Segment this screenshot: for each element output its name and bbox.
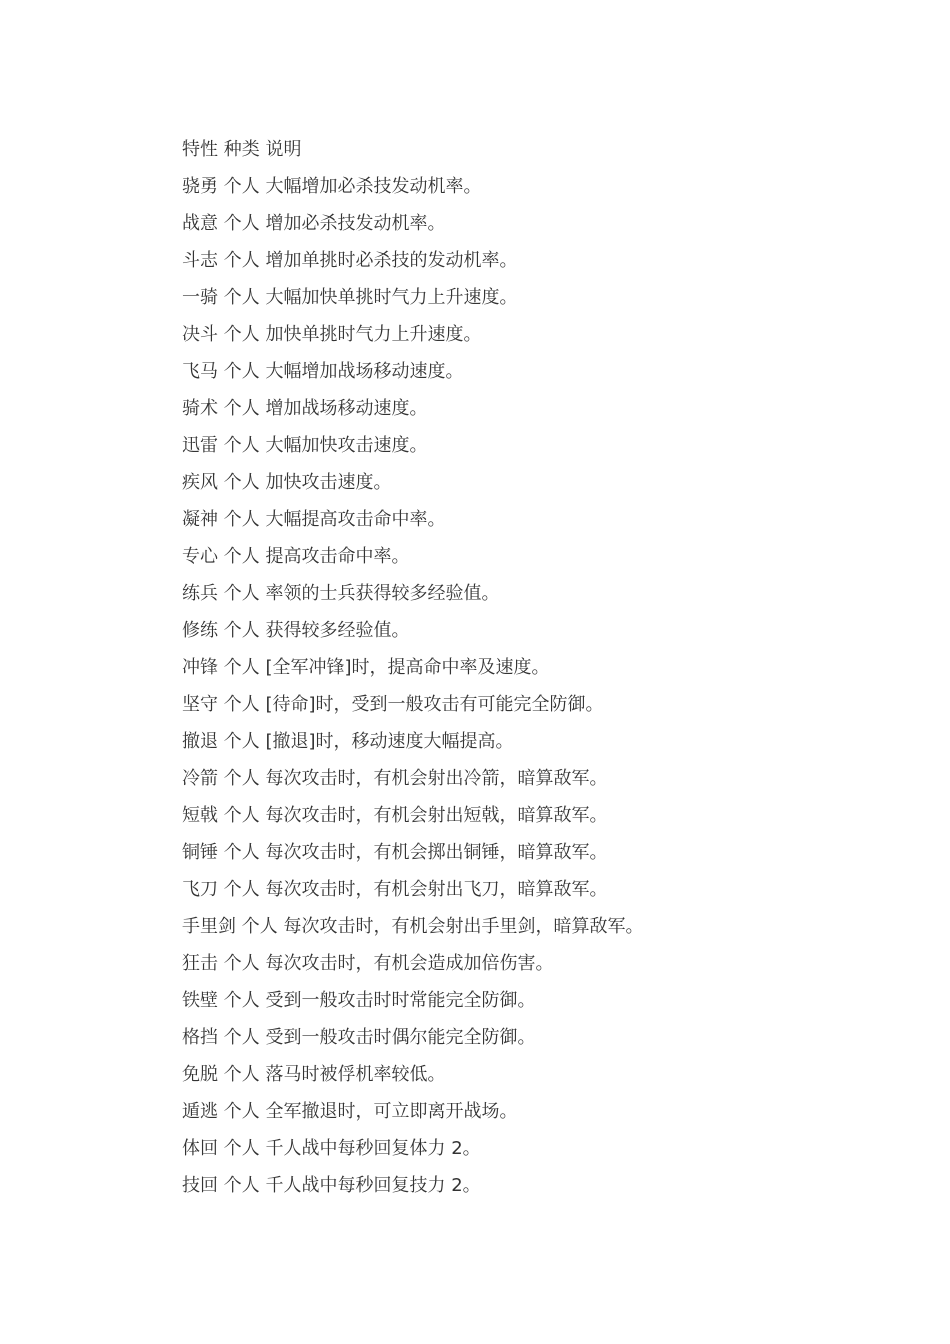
trait-name: 体回 <box>182 1138 218 1159</box>
trait-description: 每次攻击时，有机会掷出铜锤，暗算敌军。 <box>265 842 608 863</box>
trait-name: 铁壁 <box>182 990 218 1011</box>
trait-name: 技回 <box>182 1175 218 1196</box>
trait-rows <box>182 173 902 1209</box>
trait-name: 格挡 <box>182 1027 218 1048</box>
trait-description: 每次攻击时，有机会射出飞刀，暗算敌军。 <box>265 879 608 900</box>
trait-name: 免脱 <box>182 1064 218 1085</box>
list-item <box>182 765 902 802</box>
trait-description: 千人战中每秒回复体力 2。 <box>265 1138 481 1159</box>
trait-name: 一骑 <box>182 287 218 308</box>
trait-description: 加快攻击速度。 <box>265 472 392 493</box>
trait-name: 迅雷 <box>182 435 218 456</box>
trait-type: 个人 <box>223 583 260 604</box>
trait-type: 个人 <box>223 731 260 752</box>
trait-name: 决斗 <box>182 324 218 345</box>
list-item <box>182 469 902 506</box>
trait-name: 遁逃 <box>182 1101 218 1122</box>
list-item <box>182 691 902 728</box>
trait-description: 受到一般攻击时偶尔能完全防御。 <box>265 1027 536 1048</box>
trait-name: 撤退 <box>182 731 218 752</box>
trait-type: 个人 <box>223 361 260 382</box>
trait-name: 修练 <box>182 620 218 641</box>
list-item <box>182 802 902 839</box>
list-item <box>182 358 902 395</box>
trait-description: 每次攻击时，有机会射出短戟，暗算敌军。 <box>265 805 608 826</box>
trait-name: 骑术 <box>182 398 218 419</box>
trait-name: 凝神 <box>182 509 218 530</box>
trait-type: 个人 <box>223 768 260 789</box>
list-item <box>182 987 902 1024</box>
trait-name: 冲锋 <box>182 657 218 678</box>
trait-name: 狂击 <box>182 953 218 974</box>
list-item <box>182 950 902 987</box>
list-item <box>182 876 902 913</box>
trait-description: 增加单挑时必杀技的发动机率。 <box>265 250 518 271</box>
trait-type: 个人 <box>223 398 260 419</box>
list-item <box>182 728 902 765</box>
list-item <box>182 617 902 654</box>
trait-name: 冷箭 <box>182 768 218 789</box>
trait-description: 增加战场移动速度。 <box>265 398 428 419</box>
trait-name: 斗志 <box>182 250 218 271</box>
trait-name: 短戟 <box>182 805 218 826</box>
trait-name: 练兵 <box>182 583 218 604</box>
list-item <box>182 1098 902 1135</box>
trait-description: 提高攻击命中率。 <box>265 546 410 567</box>
trait-description: 大幅增加战场移动速度。 <box>265 361 464 382</box>
trait-name: 飞马 <box>182 361 218 382</box>
trait-description: [撤退]时，移动速度大幅提高。 <box>265 731 514 752</box>
header-desc: 说明 <box>265 139 302 160</box>
list-item <box>182 913 902 950</box>
trait-type: 个人 <box>223 1064 260 1085</box>
trait-description: 大幅加快攻击速度。 <box>265 435 428 456</box>
trait-type: 个人 <box>223 287 260 308</box>
trait-list <box>182 136 902 1209</box>
trait-description: 大幅提高攻击命中率。 <box>265 509 446 530</box>
trait-type: 个人 <box>223 694 260 715</box>
trait-type: 个人 <box>223 1175 260 1196</box>
list-item <box>182 1024 902 1061</box>
trait-name: 坚守 <box>182 694 218 715</box>
trait-description: 率领的士兵获得较多经验值。 <box>265 583 500 604</box>
list-item <box>182 580 902 617</box>
trait-description: 每次攻击时，有机会射出冷箭，暗算敌军。 <box>265 768 608 789</box>
trait-description: 千人战中每秒回复技力 2。 <box>265 1175 481 1196</box>
trait-name: 疾风 <box>182 472 218 493</box>
list-item <box>182 247 902 284</box>
trait-type: 个人 <box>223 657 260 678</box>
trait-type: 个人 <box>223 250 260 271</box>
trait-type: 个人 <box>223 176 260 197</box>
header-trait: 特性 <box>182 139 218 160</box>
trait-name: 战意 <box>182 213 218 234</box>
trait-description: [全军冲锋]时，提高命中率及速度。 <box>265 657 550 678</box>
list-item <box>182 284 902 321</box>
trait-type: 个人 <box>223 324 260 345</box>
list-item <box>182 506 902 543</box>
trait-type: 个人 <box>223 842 260 863</box>
trait-type: 个人 <box>223 990 260 1011</box>
trait-description: 增加必杀技发动机率。 <box>265 213 446 234</box>
trait-description: 每次攻击时，有机会射出手里剑，暗算敌军。 <box>283 916 644 937</box>
list-item <box>182 210 902 247</box>
trait-type: 个人 <box>223 953 260 974</box>
list-item <box>182 173 902 210</box>
trait-name: 骁勇 <box>182 176 218 197</box>
trait-type: 个人 <box>241 916 278 937</box>
trait-name: 手里剑 <box>182 916 236 937</box>
trait-description: 大幅增加必杀技发动机率。 <box>265 176 482 197</box>
trait-name: 铜锤 <box>182 842 218 863</box>
trait-type: 个人 <box>223 620 260 641</box>
trait-type: 个人 <box>223 1138 260 1159</box>
trait-description: 获得较多经验值。 <box>265 620 410 641</box>
list-item <box>182 654 902 691</box>
trait-type: 个人 <box>223 879 260 900</box>
trait-type: 个人 <box>223 1101 260 1122</box>
trait-type: 个人 <box>223 805 260 826</box>
trait-type: 个人 <box>223 1027 260 1048</box>
list-item <box>182 839 902 876</box>
trait-type: 个人 <box>223 546 260 567</box>
trait-name: 飞刀 <box>182 879 218 900</box>
header-row <box>182 136 902 173</box>
list-item <box>182 321 902 358</box>
header-type: 种类 <box>223 139 260 160</box>
list-item <box>182 432 902 469</box>
list-item <box>182 1135 902 1172</box>
trait-type: 个人 <box>223 435 260 456</box>
list-item <box>182 1172 902 1209</box>
trait-description: 每次攻击时，有机会造成加倍伤害。 <box>265 953 554 974</box>
trait-description: 大幅加快单挑时气力上升速度。 <box>265 287 518 308</box>
trait-description: 全军撤退时，可立即离开战场。 <box>265 1101 518 1122</box>
trait-type: 个人 <box>223 509 260 530</box>
trait-description: 受到一般攻击时时常能完全防御。 <box>265 990 536 1011</box>
trait-type: 个人 <box>223 472 260 493</box>
list-item <box>182 1061 902 1098</box>
trait-name: 专心 <box>182 546 218 567</box>
list-item <box>182 543 902 580</box>
list-item <box>182 395 902 432</box>
trait-type: 个人 <box>223 213 260 234</box>
trait-description: [待命]时，受到一般攻击有可能完全防御。 <box>265 694 604 715</box>
trait-description: 落马时被俘机率较低。 <box>265 1064 446 1085</box>
trait-description: 加快单挑时气力上升速度。 <box>265 324 482 345</box>
